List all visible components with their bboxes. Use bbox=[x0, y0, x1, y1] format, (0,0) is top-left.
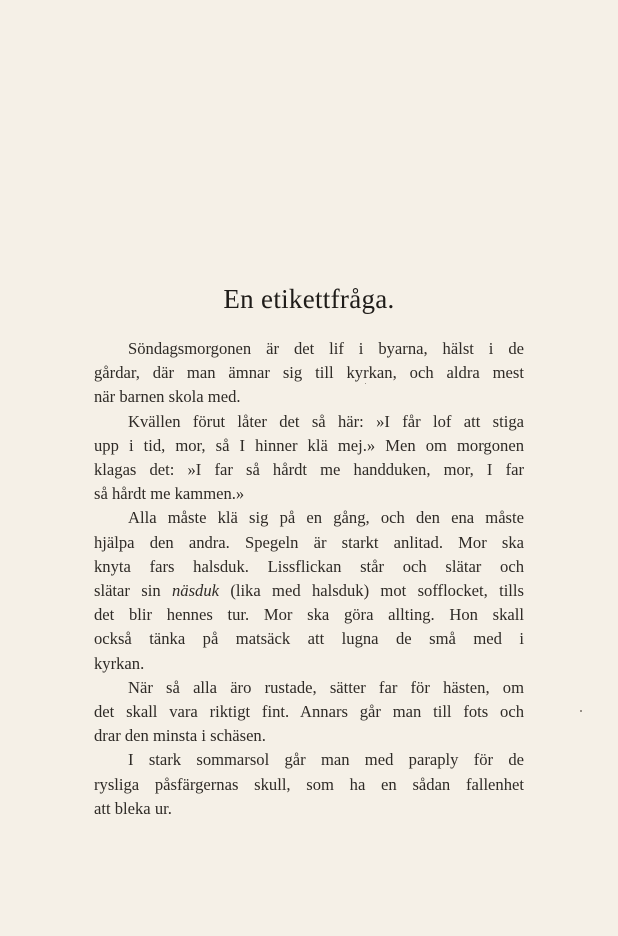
text-line: också tänka på matsäck att lugna de små med i bbox=[94, 629, 524, 649]
paragraph-2 bbox=[94, 410, 524, 507]
text-line: Kvällen förut låter det så här: »I får lof att stiga bbox=[128, 411, 524, 431]
text-line: kyrkan. bbox=[94, 653, 145, 673]
text-line: hjälpa den andra. Spegeln är starkt anlitad. Mor ska bbox=[94, 532, 524, 552]
text-line-with-italic bbox=[94, 579, 524, 603]
text-line: klagas det: »I far så hårdt me handduken, mor, I far bbox=[94, 460, 524, 480]
paper-speck bbox=[580, 710, 582, 712]
paragraph-5 bbox=[94, 748, 524, 821]
text-line: knyta fars halsduk. Lissflickan står och slätar och bbox=[94, 556, 524, 576]
text-line: upp i tid, mor, så I hinner klä mej.» Men om morgonen bbox=[94, 435, 524, 455]
text-line: drar den minsta i schäsen. bbox=[94, 726, 266, 746]
italic-word: näsduk bbox=[171, 581, 219, 601]
line-suffix: (lika med halsduk) mot sofflocket, tills bbox=[230, 581, 524, 601]
text-line: när barnen skola med. bbox=[94, 387, 241, 407]
text-line: I stark sommarsol går man med paraply för de bbox=[128, 750, 524, 770]
text-line: När så alla äro rustade, sätter far för hästen, om bbox=[128, 677, 524, 697]
paragraph-3 bbox=[94, 506, 524, 675]
text-line: så hårdt me kammen.» bbox=[94, 484, 245, 504]
line-prefix: slätar sin bbox=[94, 581, 161, 601]
paragraph-4 bbox=[94, 676, 524, 749]
text-line: att bleka ur. bbox=[94, 798, 172, 818]
text-line: Söndagsmorgonen är det lif i byarna, hälst i de bbox=[128, 339, 524, 358]
text-line: Alla måste klä sig på en gång, och den ena måste bbox=[128, 508, 524, 528]
paragraph-1 bbox=[94, 337, 524, 410]
text-line: rysliga påsfärgernas skull, som ha en sådan fallenhet bbox=[94, 774, 524, 794]
text-line: gårdar, där man ämnar sig till kyrkan, och aldra mest bbox=[94, 363, 524, 383]
chapter-title: En etikettfråga. bbox=[223, 284, 395, 314]
text-line: det skall vara riktigt fint. Annars går man till fots och bbox=[94, 702, 524, 722]
paper-speck bbox=[365, 383, 366, 384]
text-line: det blir hennes tur. Mor ska göra allting. Hon skall bbox=[94, 605, 524, 625]
chapter-body bbox=[94, 337, 524, 821]
